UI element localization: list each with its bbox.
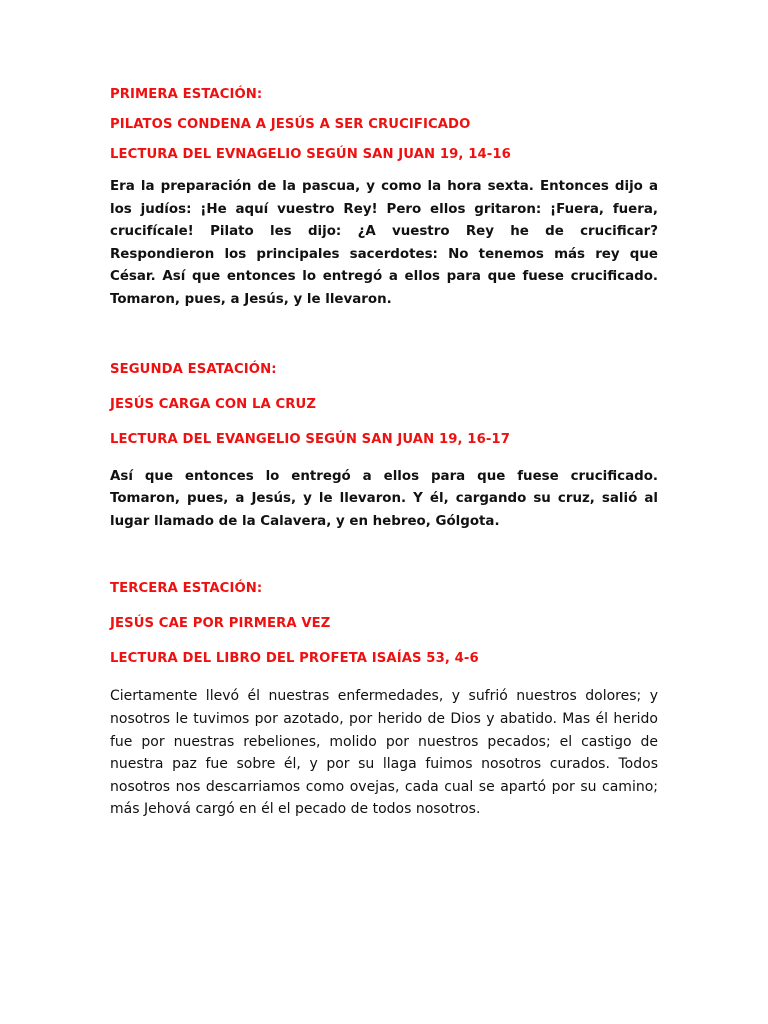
- station-3-text: Ciertamente llevó él nuestras enfermedades, y sufrió nuestros dolores; y nosotros le tuvimos por azotado, por herido de Dios y abatido. Mas él herido fue por nuestras rebeliones, molido por nuestros pecados; el castigo de nuestra paz fue sobre él, y por su llaga fuimos nosotros curados. Todos nosotros nos descarriamos como ovejas, cada cual se apartó por su camino; más Jehová cargó en él el pecado de todos nosotros.: [110, 688, 658, 818]
- station-2-subtitle: JESÚS CARGA CON LA CRUZ: [110, 396, 316, 412]
- station-2-title: SEGUNDA ESATACIÓN:: [110, 361, 277, 377]
- station-1-reading: LECTURA DEL EVNAGELIO SEGÚN SAN JUAN 19, 14-16: [110, 147, 511, 162]
- station-3-subtitle: JESÚS CAE POR PIRMERA VEZ: [110, 616, 331, 632]
- station-3-reading: LECTURA DEL LIBRO DEL PROFETA ISAÍAS 53, 4-6: [110, 651, 479, 667]
- station-1-text: Era la preparación de la pascua, y como la hora sexta. Entonces dijo a los judíos: ¡He aquí vuestro Rey! Pero ellos gritaron: ¡Fuera, fuera, crucifícale! Pilato les dijo: ¿A vuestro Rey he de crucificar? Respondieron los principales sacerdotes: No tenemos más rey que César. Así que entonces lo entregó a ellos para que fuese crucificado. Tomaron, pues, a Jesús, y le llevaron.: [110, 179, 658, 307]
- station-1: [110, 86, 658, 312]
- station-1-subtitle: PILATOS CONDENA A JESÚS A SER CRUCIFICADO: [110, 117, 471, 132]
- station-3: [110, 580, 658, 821]
- station-1-title: PRIMERA ESTACIÓN:: [110, 87, 263, 102]
- station-3-title: TERCERA ESTACIÓN:: [110, 581, 263, 597]
- station-2-reading: LECTURA DEL EVANGELIO SEGÚN SAN JUAN 19, 16-17: [110, 431, 510, 447]
- document-page: [110, 86, 658, 821]
- station-2-text: Así que entonces lo entregó a ellos para que fuese crucificado. Tomaron, pues, a Jesús, y le llevaron. Y él, cargando su cruz, salió al lugar llamado de la Calavera, y en hebreo, Gólgota.: [110, 468, 658, 529]
- station-2: [110, 361, 658, 534]
